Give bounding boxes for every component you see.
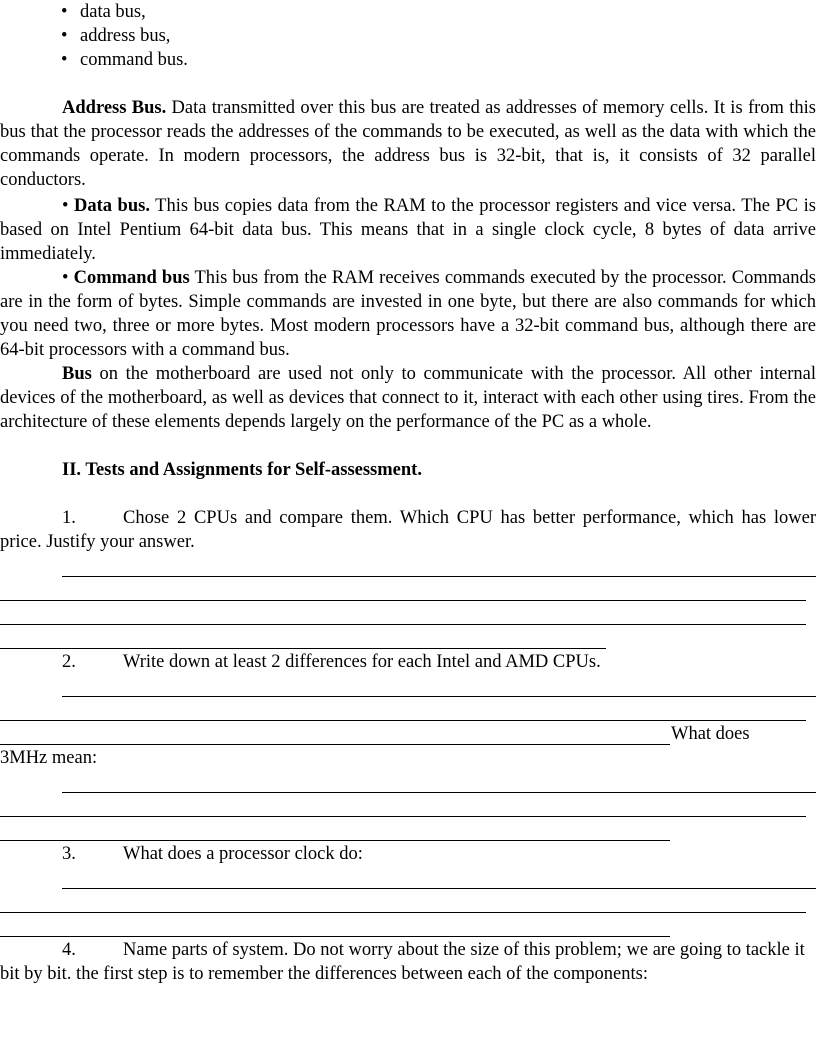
- answer-line[interactable]: [0, 624, 806, 625]
- bullet-glyph: •: [61, 2, 68, 22]
- question-4: [0, 938, 816, 986]
- answer-line[interactable]: [62, 696, 816, 697]
- answer-line[interactable]: [0, 840, 670, 841]
- answer-line[interactable]: [0, 744, 670, 745]
- bus-paragraph: [0, 362, 816, 434]
- question-3: [0, 842, 816, 866]
- address-bus-text: Data transmitted over this bus are treated as addresses of memory cells. It is from this bus that the processor reads the addresses of the commands to be executed, as well as the data with which the commands operate. In modern processors, the address bus is 32-bit, that is, it consists of 32 parallel conductors.: [0, 98, 816, 190]
- question-number-text: 1.: [62, 508, 76, 528]
- section-heading: II. Tests and Assignments for Self-assessment.: [62, 460, 422, 480]
- answer-line[interactable]: [0, 600, 806, 601]
- inline-question-part1: What does: [671, 724, 750, 744]
- data-bus-text: This bus copies data from the RAM to the processor registers and vice versa. The PC is based on Intel Pentium 64-bit data bus. This means that in a single clock cycle, 8 bytes of data arrive immediately.: [0, 196, 816, 264]
- list-item-label: address bus,: [80, 26, 171, 46]
- question-1: [0, 506, 816, 554]
- answer-line[interactable]: [62, 888, 816, 889]
- list-item: [60, 0, 188, 24]
- question-text: Write down at least 2 differences for each Intel and AMD CPUs.: [123, 652, 601, 672]
- answer-line[interactable]: [0, 648, 606, 649]
- answer-line[interactable]: [0, 936, 670, 937]
- question-2: [0, 650, 816, 674]
- inline-question-part2: 3MHz mean:: [0, 748, 98, 768]
- bus-title: Bus: [62, 364, 92, 384]
- list-item-label: data bus,: [80, 2, 146, 22]
- answer-line[interactable]: [62, 576, 816, 577]
- question-number-text: 3.: [62, 844, 76, 864]
- data-bus-title: Data bus.: [74, 196, 150, 216]
- answer-line[interactable]: [0, 816, 806, 817]
- command-bus-title: Command bus: [73, 268, 190, 288]
- question-text: Name parts of system. Do not worry about the size of this problem; we are going to tackle it bit by bit. the first step is to remember the differences between each of the components:: [0, 940, 805, 984]
- address-bus-paragraph: [0, 96, 816, 192]
- data-bus-paragraph: [0, 194, 816, 266]
- answer-line[interactable]: [0, 720, 806, 721]
- bus-text: on the motherboard are used not only to communicate with the processor. All other internal devices of the motherboard, as well as devices that connect to it, interact with each other using tires. From the architecture of these elements depends largely on the performance of the PC as a whole.: [0, 364, 816, 432]
- answer-line[interactable]: [62, 792, 816, 793]
- question-number-text: 4.: [62, 940, 76, 960]
- bullet-glyph: •: [62, 196, 69, 216]
- question-text: What does a processor clock do:: [123, 844, 363, 864]
- bullet-glyph: •: [61, 26, 68, 46]
- question-number-text: 2.: [62, 652, 76, 672]
- bullet-glyph: •: [61, 50, 68, 70]
- list-item-label: command bus.: [80, 50, 188, 70]
- command-bus-paragraph: [0, 266, 816, 362]
- question-text: Chose 2 CPUs and compare them. Which CPU has better performance, which has lower price. Justify your answer.: [0, 508, 816, 552]
- address-bus-title: Address Bus.: [62, 98, 167, 118]
- command-bus-text: This bus from the RAM receives commands executed by the processor. Commands are in the form of bytes. Simple commands are invested in one byte, but there are also commands for which you need two, three or more bytes. Most modern processors have a 32-bit command bus, although there are 64-bit processors with a command bus.: [0, 268, 816, 360]
- bus-types-list: [60, 0, 188, 72]
- bullet-glyph: •: [62, 268, 69, 288]
- list-item: [60, 48, 188, 72]
- answer-line[interactable]: [0, 912, 806, 913]
- list-item: [60, 24, 188, 48]
